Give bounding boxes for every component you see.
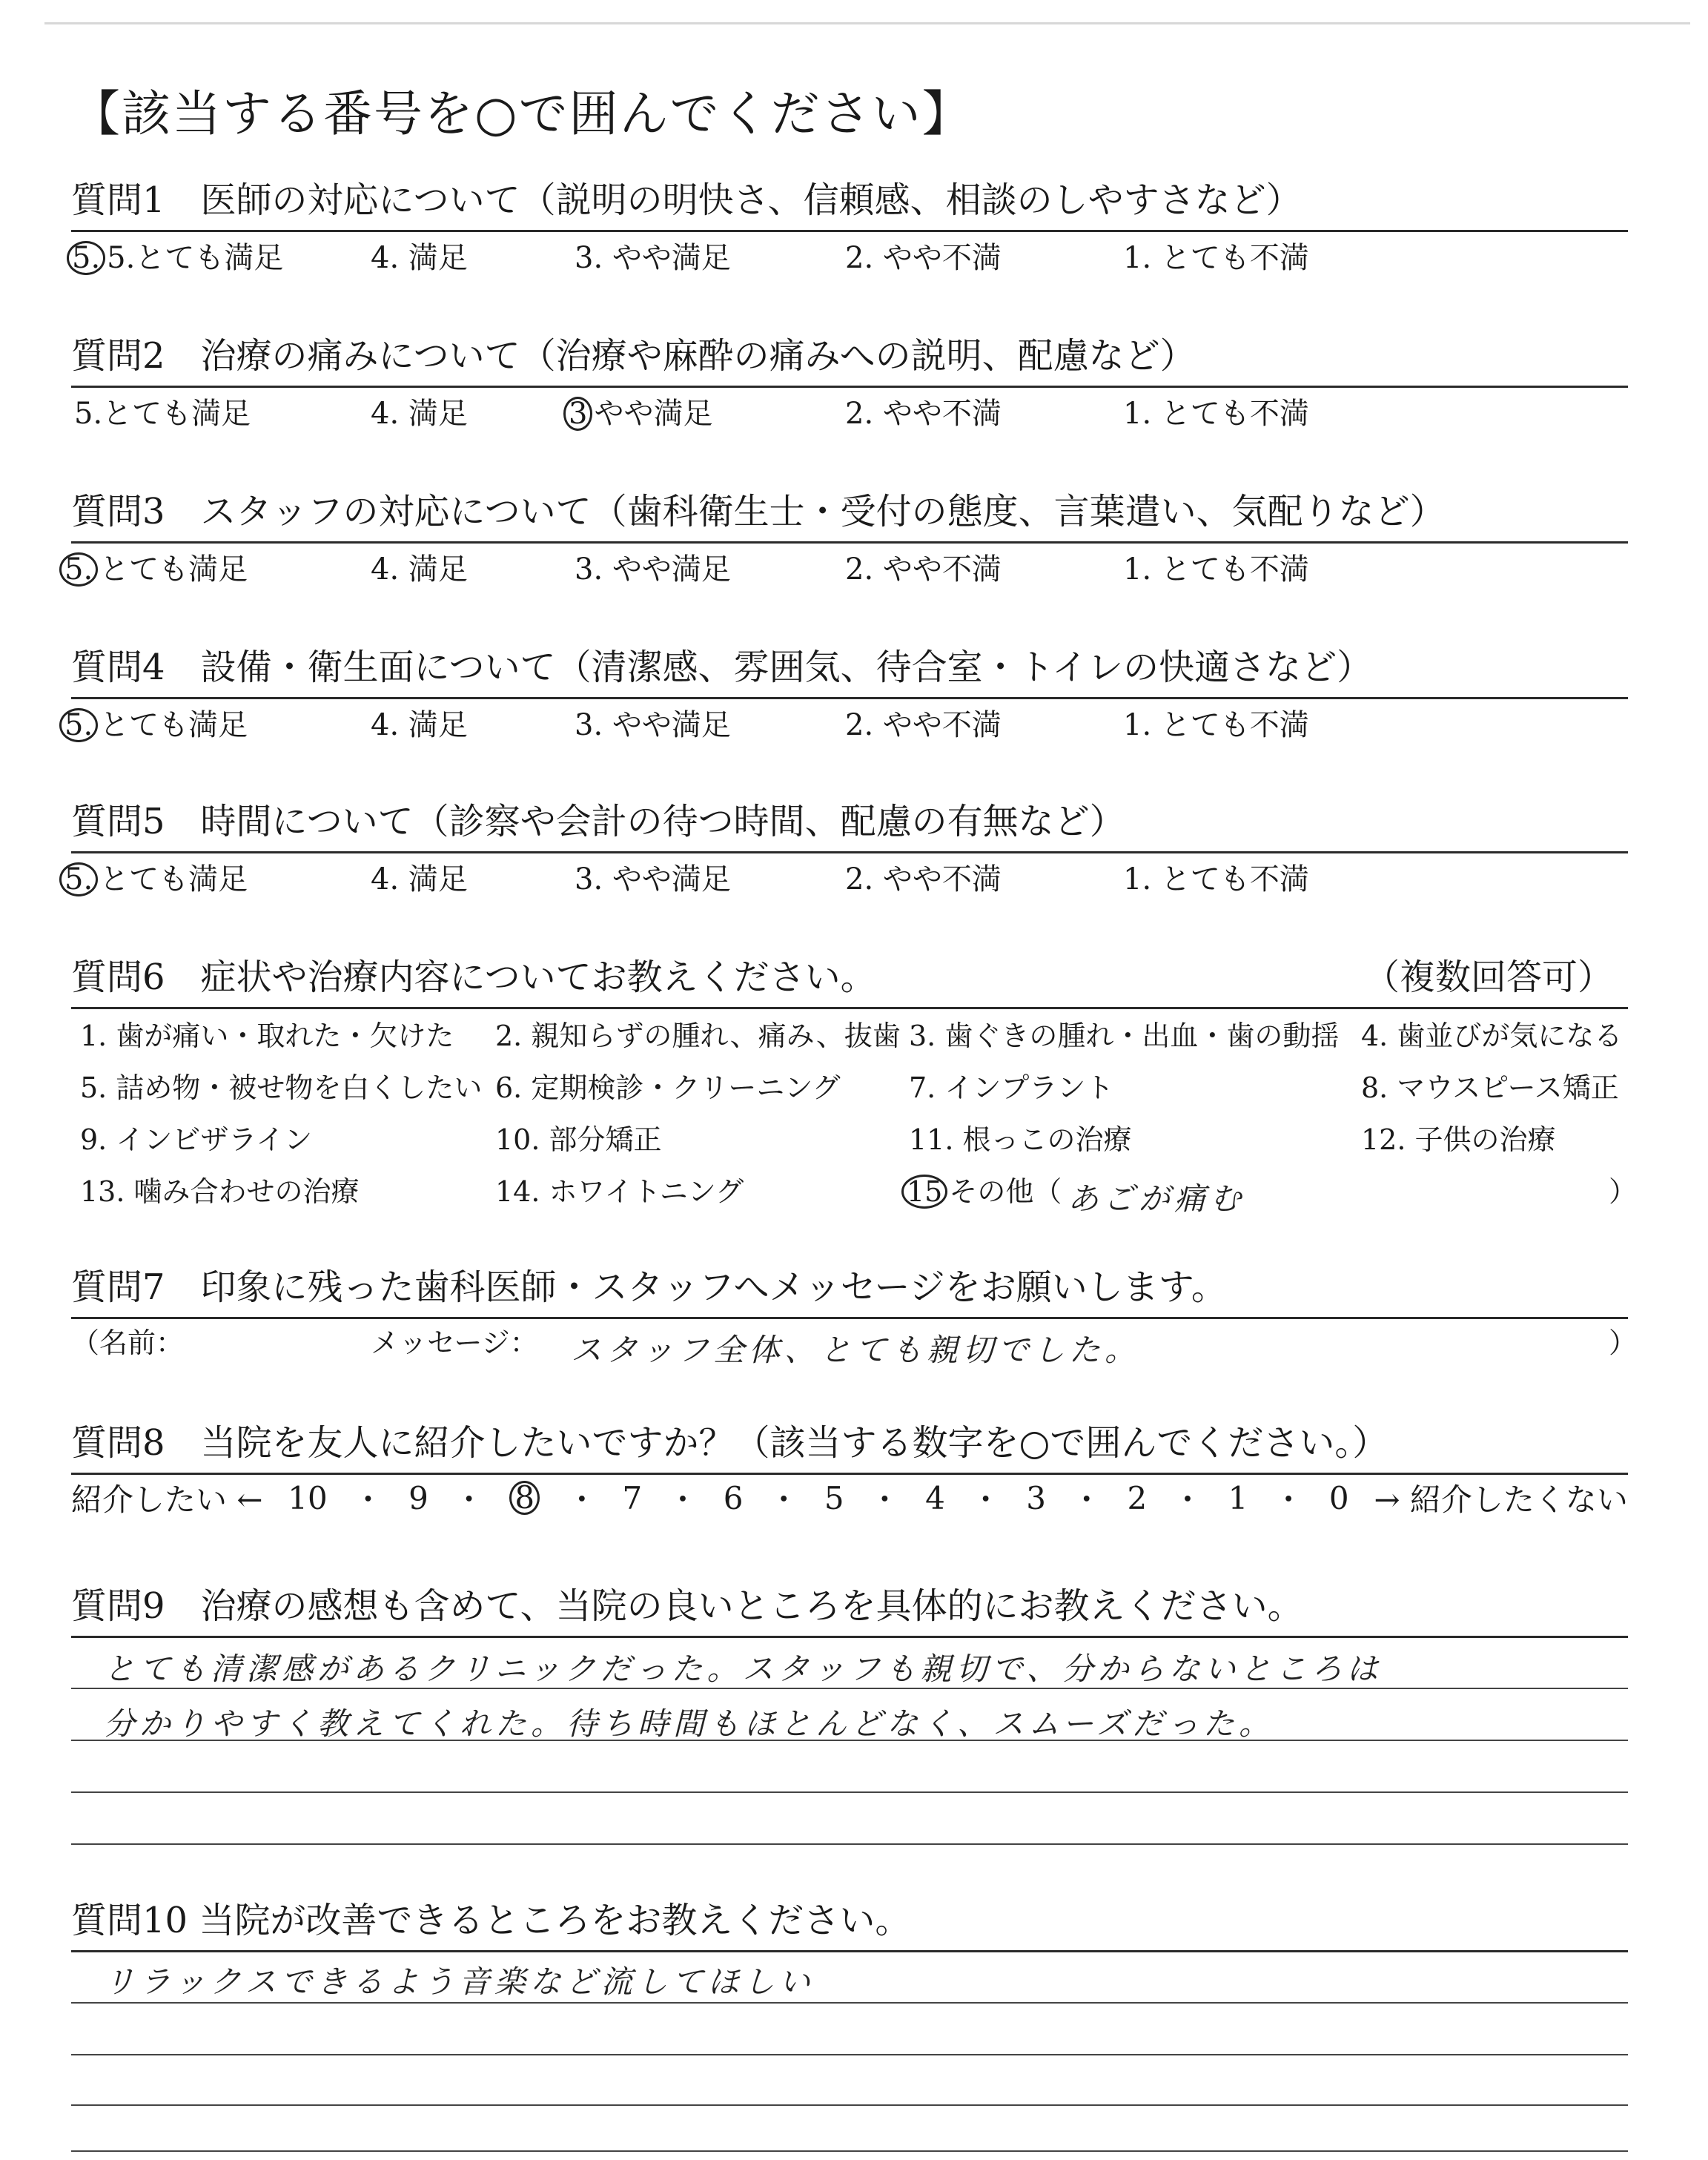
- q3-option-2[interactable]: 2. やや不満: [845, 552, 1002, 587]
- q8-num-4[interactable]: 4: [925, 1479, 945, 1516]
- q5-option-5[interactable]: 5. とても満足: [59, 860, 248, 899]
- q5-title: 質問5 時間について（診察や会計の待つ時間、配慮の有無など）: [71, 801, 1125, 842]
- q2-option-1[interactable]: 1. とても不満: [1123, 397, 1309, 431]
- q1-option-5[interactable]: 5. 5.とても満足: [67, 239, 283, 277]
- q9-line-1: [71, 1688, 1628, 1689]
- q8-right-label: → 紹介したくない: [1374, 1482, 1628, 1518]
- q6-item-10[interactable]: 10. 部分矯正: [495, 1123, 662, 1156]
- q8-num-3[interactable]: 3: [1026, 1479, 1047, 1516]
- q6-other-answer: あごが痛む: [1068, 1180, 1246, 1217]
- q2-rule: [71, 386, 1628, 388]
- answer-circle: 3: [563, 397, 592, 431]
- q6-multi-note: （複数回答可）: [1364, 957, 1614, 998]
- q8-num-2[interactable]: 2: [1127, 1479, 1148, 1516]
- q10-line-4: [71, 2150, 1628, 2152]
- answer-circle: 5.: [59, 552, 98, 587]
- q5-option-1[interactable]: 1. とても不満: [1123, 862, 1309, 896]
- q9-answer-line-2: 分かりやすく教えてくれた。待ち時間もほとんどなく、スムーズだった。: [104, 1705, 1274, 1742]
- q2-title: 質問2 治療の痛みについて（治療や麻酔の痛みへの説明、配慮など）: [71, 335, 1196, 377]
- q8-num-6[interactable]: 6: [723, 1479, 744, 1516]
- q10-line-1: [71, 2002, 1628, 2004]
- q10-line-2: [71, 2054, 1628, 2055]
- q7-message-answer: スタッフ全体、とても親切でした。: [571, 1332, 1141, 1368]
- q3-title: 質問3 スタッフの対応について（歯科衛生士・受付の態度、言葉遣い、気配りなど）: [71, 491, 1446, 532]
- q6-item-14[interactable]: 14. ホワイトニング: [495, 1175, 744, 1208]
- q6-item-5[interactable]: 5. 詰め物・被せ物を白くしたい: [80, 1071, 483, 1104]
- q5-option-4[interactable]: 4. 満足: [371, 862, 468, 896]
- q10-title: 質問10 当院が改善できるところをお教えください。: [71, 1900, 911, 1941]
- q8-num-10[interactable]: 10: [288, 1479, 328, 1516]
- q1-option-4[interactable]: 4. 満足: [371, 241, 468, 275]
- q6-rule: [71, 1007, 1628, 1009]
- q8-num-9[interactable]: 9: [408, 1479, 428, 1516]
- q6-other-close: ）: [1609, 1175, 1638, 1208]
- q1-option-2[interactable]: 2. やや不満: [845, 241, 1002, 275]
- q4-title: 質問4 設備・衛生面について（清潔感、雰囲気、待合室・トイレの快適さなど）: [71, 647, 1373, 688]
- q6-item-13[interactable]: 13. 噛み合わせの治療: [80, 1175, 360, 1208]
- q6-item-15[interactable]: 15 その他（: [901, 1173, 1062, 1210]
- q7-name-label: （名前：: [71, 1327, 185, 1359]
- q6-item-12[interactable]: 12. 子供の治療: [1361, 1123, 1556, 1156]
- scan-top-edge: [44, 22, 1690, 24]
- q8-num-0[interactable]: 0: [1328, 1479, 1349, 1516]
- q8-num-5[interactable]: 5: [824, 1479, 844, 1516]
- q8-rule: [71, 1473, 1628, 1475]
- answer-circle: 5.: [59, 862, 98, 896]
- q9-line-4: [71, 1843, 1628, 1845]
- q6-item-9[interactable]: 9. インビザライン: [80, 1123, 313, 1156]
- q4-rule: [71, 697, 1628, 699]
- q4-option-2[interactable]: 2. やや不満: [845, 708, 1002, 742]
- q1-rule: [71, 230, 1628, 232]
- q2-option-2[interactable]: 2. やや不満: [845, 397, 1002, 431]
- q7-close: ）: [1609, 1327, 1638, 1359]
- q2-option-5[interactable]: 5.とても満足: [74, 397, 251, 431]
- q4-option-4[interactable]: 4. 満足: [371, 708, 468, 742]
- q6-item-6[interactable]: 6. 定期検診・クリーニング: [495, 1071, 841, 1104]
- q1-title: 質問1 医師の対応について（説明の明快さ、信頼感、相談のしやすさなど）: [71, 179, 1302, 221]
- q6-item-2[interactable]: 2. 親知らずの腫れ、痛み、抜歯: [495, 1020, 901, 1052]
- q9-line-3: [71, 1791, 1628, 1793]
- q6-item-3[interactable]: 3. 歯ぐきの腫れ・出血・歯の動揺: [909, 1020, 1340, 1052]
- q10-rule: [71, 1950, 1628, 1952]
- q9-title: 質問9 治療の感想も含めて、当院の良いところを具体的にお教えください。: [71, 1585, 1303, 1627]
- q9-answer-line-1: とても清潔感があるクリニックだった。スタッフも親切で、分からないところは: [104, 1651, 1383, 1687]
- q10-answer-line-1: リラックスできるよう音楽など流してほしい: [104, 1964, 815, 2000]
- q4-option-5[interactable]: 5. とても満足: [59, 706, 248, 744]
- q1-option-1[interactable]: 1. とても不満: [1123, 241, 1309, 275]
- q6-item-7[interactable]: 7. インプラント: [909, 1071, 1114, 1104]
- answer-circle: 15: [901, 1175, 947, 1209]
- q7-title: 質問7 印象に残った歯科医師・スタッフへメッセージをお願いします。: [71, 1266, 1227, 1308]
- q9-rule: [71, 1636, 1628, 1638]
- q7-rule: [71, 1317, 1628, 1319]
- q6-title: 質問6 症状や治療内容についてお教えください。: [71, 957, 876, 998]
- q9-line-2: [71, 1740, 1628, 1741]
- q8-scale: 紹介したい ← 10 ・ 9 ・ 8 ・ 7 ・ 6 ・ 5 ・ 4 ・ 3 ・ 2 ・ 1 ・ 0 → 紹介したくない: [71, 1476, 1628, 1520]
- answer-circle: 5.: [67, 241, 105, 275]
- q6-item-4[interactable]: 4. 歯並びが気になる: [1361, 1020, 1623, 1052]
- form-heading: 【該当する番号を○で囲んでください】: [71, 85, 973, 142]
- q8-num-1[interactable]: 1: [1228, 1479, 1248, 1516]
- q8-title: 質問8 当院を友人に紹介したいですか？（該当する数字を○で囲んでください。）: [71, 1422, 1388, 1464]
- q2-option-3[interactable]: 3 やや満足: [563, 394, 712, 433]
- q8-left-label: 紹介したい ←: [71, 1482, 263, 1518]
- q2-option-4[interactable]: 4. 満足: [371, 397, 468, 431]
- q6-item-11[interactable]: 11. 根っこの治療: [909, 1123, 1132, 1156]
- q1-option-3[interactable]: 3. やや満足: [575, 241, 731, 275]
- answer-circle: 5.: [59, 708, 98, 742]
- q8-num-7[interactable]: 7: [622, 1479, 643, 1516]
- q6-item-8[interactable]: 8. マウスピース矯正: [1361, 1071, 1619, 1104]
- q7-message-label: メッセージ：: [371, 1327, 538, 1359]
- q6-item-1[interactable]: 1. 歯が痛い・取れた・欠けた: [80, 1020, 454, 1052]
- q5-option-3[interactable]: 3. やや満足: [575, 862, 731, 896]
- q5-option-2[interactable]: 2. やや不満: [845, 862, 1002, 896]
- q8-num-8[interactable]: 8: [509, 1481, 540, 1515]
- q10-line-3: [71, 2104, 1628, 2106]
- q3-option-3[interactable]: 3. やや満足: [575, 552, 731, 587]
- q3-option-4[interactable]: 4. 満足: [371, 552, 468, 587]
- q4-option-3[interactable]: 3. やや満足: [575, 708, 731, 742]
- q4-option-1[interactable]: 1. とても不満: [1123, 708, 1309, 742]
- q3-option-5[interactable]: 5. とても満足: [59, 550, 248, 589]
- q5-rule: [71, 851, 1628, 853]
- q3-option-1[interactable]: 1. とても不満: [1123, 552, 1309, 587]
- q3-rule: [71, 541, 1628, 544]
